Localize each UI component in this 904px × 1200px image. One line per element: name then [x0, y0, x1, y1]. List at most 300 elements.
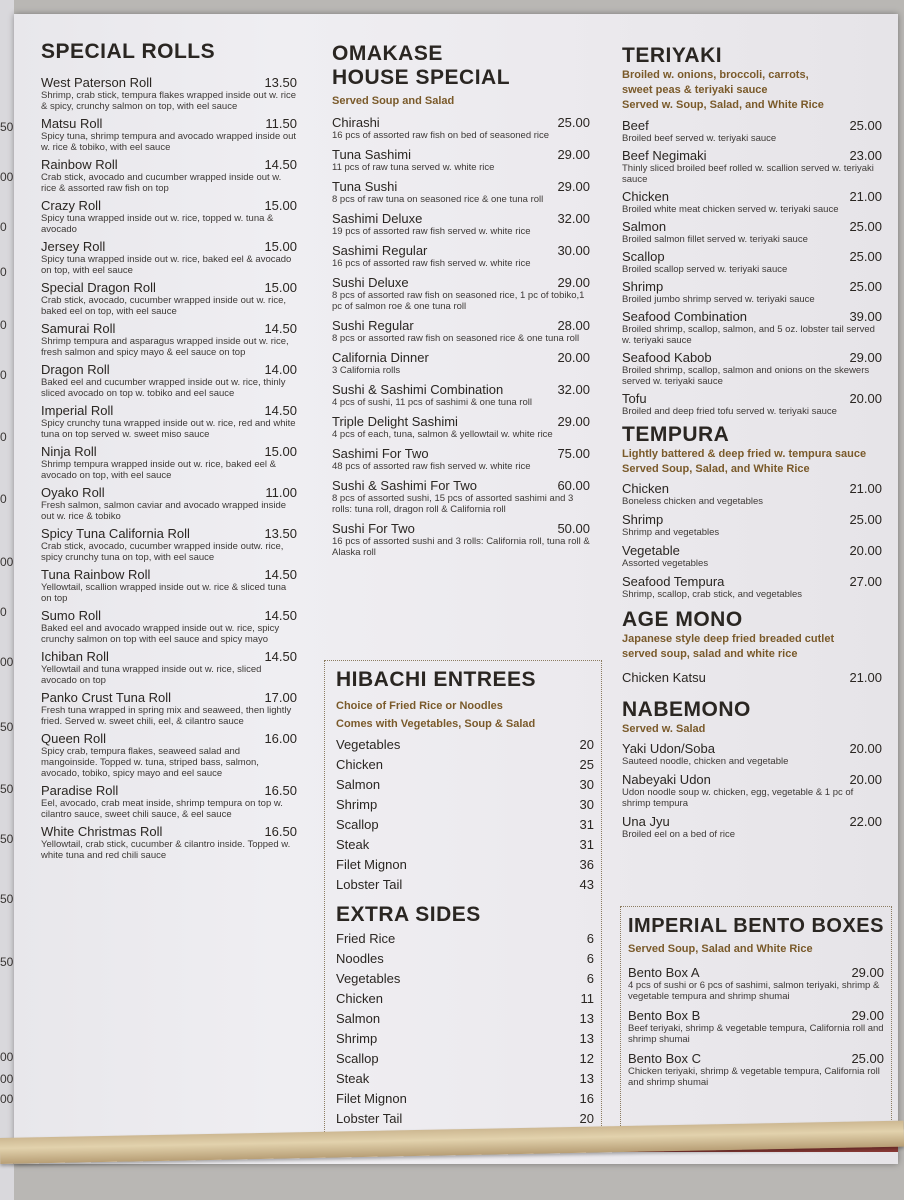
omakase-item [332, 275, 590, 312]
special-roll-item-desc: Shrimp tempura wrapped inside out w. rice, baked eel & avocado on top, with eel sauce [41, 459, 276, 481]
omakase-item [332, 446, 590, 472]
special-roll-item-name: Tuna Rainbow Roll [41, 567, 151, 582]
special-roll-item-name: Crazy Roll [41, 198, 101, 213]
extra-side-item-price: 13 [579, 1011, 594, 1026]
special-roll-item [41, 116, 297, 153]
teriyaki-item-price: 20.00 [849, 391, 882, 406]
special-roll-item [41, 280, 297, 317]
hibachi-item [336, 735, 594, 755]
edge-price-fragment: 50 [0, 120, 14, 134]
special-roll-item-name: Imperial Roll [41, 403, 114, 418]
special-roll-item-price: 15.00 [264, 239, 297, 254]
edge-price-fragment: 50 [0, 832, 14, 846]
special-roll-item [41, 608, 297, 645]
teriyaki-item-name: Beef Negimaki [622, 148, 707, 163]
omakase-item-price: 32.00 [557, 382, 590, 397]
omakase-item-price: 29.00 [557, 414, 590, 429]
special-roll-item-name: Spicy Tuna California Roll [41, 526, 190, 541]
special-roll-item-name: Panko Crust Tuna Roll [41, 690, 172, 705]
tempura-subtitle-2: Served Soup, Salad, and White Rice [622, 463, 810, 475]
right-column [622, 44, 882, 845]
omakase-item-price: 30.00 [557, 243, 590, 258]
teriyaki-item-price: 25.00 [849, 219, 882, 234]
omakase-item [332, 147, 590, 173]
edge-price-fragment: 00 [0, 555, 14, 569]
teriyaki-item-name: Shrimp [622, 279, 664, 294]
omakase-item-desc: 4 pcs of each, tuna, salmon & yellowtail w. white rice [332, 429, 553, 440]
hibachi-subtitle-2: Comes with Vegetables, Soup & Salad [336, 718, 536, 730]
teriyaki-item-desc: Broiled scallop served w. teriyaki sauce [622, 264, 788, 275]
special-roll-item-price: 14.50 [264, 321, 297, 336]
special-roll-item-desc: Spicy crunchy tuna wrapped inside out w. rice, red and white tuna on top served w. sweet miso sauce [41, 418, 296, 440]
nabemono-item-name: Nabeyaki Udon [622, 772, 711, 787]
teriyaki-item-name: Beef [622, 118, 649, 133]
extra-side-item-name: Noodles [336, 951, 384, 966]
special-roll-item-name: Ninja Roll [41, 444, 97, 459]
nabemono-item-name: Una Jyu [622, 814, 670, 829]
edge-price-fragment: 0 [0, 605, 7, 619]
hibachi-item [336, 775, 594, 795]
teriyaki-item-desc: Broiled jumbo shrimp served w. teriyaki sauce [622, 294, 815, 305]
teriyaki-subtitle-2: sweet peas & teriyaki sauce [622, 84, 768, 96]
teriyaki-item-name: Seafood Combination [622, 309, 748, 324]
omakase-item-desc: 16 pcs of assorted raw fish served w. white rice [332, 258, 531, 269]
teriyaki-item-desc: Broiled and deep fried tofu served w. teriyaki sauce [622, 406, 837, 417]
extra-side-item [336, 949, 594, 969]
age-mono-subtitle-2: served soup, salad and white rice [622, 648, 798, 660]
hibachi-item-price: 31 [579, 837, 594, 852]
special-roll-item-price: 15.00 [264, 444, 297, 459]
teriyaki-subtitle-1: Broiled w. onions, broccoli, carrots, [622, 69, 809, 81]
special-roll-item-price: 14.50 [264, 403, 297, 418]
hibachi-item [336, 875, 594, 895]
bento-item-price: 25.00 [851, 1051, 884, 1066]
omakase-item-name: Sashimi Regular [332, 243, 428, 258]
age-mono-list [622, 668, 882, 688]
omakase-item-name: Triple Delight Sashimi [332, 414, 458, 429]
omakase-item-desc: 8 pcs of assorted sushi, 15 pcs of assorted sashimi and 3 rolls: tuna roll, dragon roll & California roll [332, 493, 574, 515]
omakase-item [332, 382, 590, 408]
teriyaki-item-desc: Broiled shrimp, scallop, salmon, and 5 oz. lobster tail served w. teriyaki sauce [622, 324, 875, 346]
omakase-item [332, 521, 590, 558]
extra-side-item-price: 11 [580, 991, 594, 1006]
omakase-item-price: 60.00 [557, 478, 590, 493]
omakase-item-name: Sushi & Sashimi Combination [332, 382, 504, 397]
special-roll-item [41, 362, 297, 399]
extra-sides-list [336, 929, 594, 1129]
teriyaki-item [622, 309, 882, 346]
bento-subtitle: Served Soup, Salad and White Rice [628, 943, 813, 955]
special-roll-item-price: 16.50 [264, 824, 297, 839]
special-roll-item-name: Ichiban Roll [41, 649, 109, 664]
omakase-item-price: 29.00 [557, 179, 590, 194]
omakase-item-desc: 4 pcs of sushi, 11 pcs of sashimi & one tuna roll [332, 397, 532, 408]
special-rolls-title: SPECIAL ROLLS [41, 40, 216, 63]
tempura-item-name: Vegetable [622, 543, 680, 558]
omakase-item-name: Sushi & Sashimi For Two [332, 478, 477, 493]
bento-item-name: Bento Box B [628, 1008, 701, 1023]
special-roll-item-desc: Eel, avocado, crab meat inside, shrimp tempura on top w. cilantro sauce, sweet chili sauce, & eel sauce [41, 798, 283, 820]
teriyaki-list [622, 118, 882, 417]
special-roll-item [41, 198, 297, 235]
hibachi-title: HIBACHI ENTREES [336, 668, 537, 691]
age-mono-item-price: 21.00 [849, 670, 882, 685]
edge-price-fragment: 0 [0, 318, 7, 332]
teriyaki-item-price: 25.00 [849, 279, 882, 294]
special-rolls-list [41, 75, 297, 861]
nabemono-item-name: Yaki Udon/Soba [622, 741, 715, 756]
extra-side-item-name: Chicken [336, 991, 383, 1006]
nabemono-item-desc: Broiled eel on a bed of rice [622, 829, 736, 840]
tempura-item-name: Shrimp [622, 512, 664, 527]
special-roll-item-desc: Crab stick, avocado, cucumber wrapped inside outw. rice, spicy crunchy tuna on top, with eel sauce [41, 541, 284, 563]
special-roll-item-price: 14.50 [264, 567, 297, 582]
special-roll-item-price: 11.50 [265, 116, 297, 131]
extra-side-item [336, 1049, 594, 1069]
omakase-list [332, 115, 590, 558]
nabemono-item [622, 814, 882, 840]
edge-price-fragment: 00 [0, 1072, 14, 1086]
special-roll-item-desc: Yellowtail, scallion wrapped inside out w. rice & sliced tuna on top [41, 582, 287, 604]
edge-price-fragment: 50 [0, 955, 14, 969]
extra-side-item-name: Vegetables [336, 971, 401, 986]
hibachi-item-name: Scallop [336, 817, 379, 832]
teriyaki-item-name: Seafood Kabob [622, 350, 712, 365]
omakase-item [332, 179, 590, 205]
special-roll-item-name: Samurai Roll [41, 321, 116, 336]
omakase-item-price: 75.00 [557, 446, 590, 461]
omakase-section [332, 42, 590, 564]
teriyaki-item-name: Salmon [622, 219, 667, 234]
nabemono-item-price: 22.00 [849, 814, 882, 829]
special-roll-item-name: Sumo Roll [41, 608, 101, 623]
omakase-item-desc: 3 California rolls [332, 365, 401, 376]
bento-item [628, 1051, 884, 1088]
omakase-item-name: Tuna Sashimi [332, 147, 411, 162]
special-roll-item-desc: Fresh salmon, salmon caviar and avocado wrapped inside out w. rice & tobiko [41, 500, 287, 522]
tempura-item-desc: Shrimp, scallop, crab stick, and vegetables [622, 589, 803, 600]
special-roll-item-desc: Crab stick, avocado and cucumber wrapped inside out w. rice & assorted raw fish on top [41, 172, 282, 194]
special-roll-item [41, 75, 297, 112]
hibachi-item [336, 795, 594, 815]
edge-price-fragment: 00 [0, 655, 14, 669]
special-roll-item-name: Paradise Roll [41, 783, 119, 798]
special-roll-item [41, 731, 297, 779]
special-roll-item-name: Queen Roll [41, 731, 107, 746]
special-roll-item [41, 403, 297, 440]
teriyaki-item [622, 219, 882, 245]
edge-price-fragment: 50 [0, 720, 14, 734]
special-roll-item-price: 14.00 [264, 362, 297, 377]
omakase-item [332, 414, 590, 440]
extra-side-item [336, 1029, 594, 1049]
tempura-item-name: Chicken [622, 481, 669, 496]
special-roll-item-desc: Shrimp tempura and asparagus wrapped inside out w. rice, fresh salmon and spicy mayo & eel sauce on top [41, 336, 289, 358]
extra-side-item-name: Steak [336, 1071, 370, 1086]
omakase-item-price: 28.00 [557, 318, 590, 333]
special-roll-item-price: 15.00 [264, 198, 297, 213]
hibachi-subtitle-1: Choice of Fried Rice or Noodles [336, 700, 503, 712]
omakase-item-desc: 8 pcs of raw tuna on seasoned rice & one tuna roll [332, 194, 544, 205]
special-roll-item [41, 526, 297, 563]
teriyaki-item-desc: Broiled beef served w. teriyaki sauce [622, 133, 777, 144]
hibachi-item-name: Salmon [336, 777, 381, 792]
special-roll-item-name: West Paterson Roll [41, 75, 153, 90]
teriyaki-item-desc: Thinly sliced broiled beef rolled w. scallion served w. teriyaki sauce [622, 163, 874, 185]
special-rolls-section [41, 40, 297, 865]
special-roll-item-name: Dragon Roll [41, 362, 110, 377]
special-roll-item-price: 11.00 [265, 485, 297, 500]
hibachi-item-price: 43 [579, 877, 594, 892]
extra-side-item-name: Lobster Tail [336, 1111, 403, 1126]
edge-price-fragment: 00 [0, 1092, 14, 1106]
omakase-item-name: Chirashi [332, 115, 380, 130]
edge-price-fragment: 50 [0, 892, 14, 906]
bento-item-desc: 4 pcs of sushi or 6 pcs of sashimi, salmon teriyaki, shrimp & vegetable tempura and shrimp shumai [628, 980, 880, 1002]
nabemono-title: NABEMONO [622, 698, 751, 721]
hibachi-item-name: Lobster Tail [336, 877, 403, 892]
hibachi-item-price: 25 [579, 757, 594, 772]
hibachi-item-name: Shrimp [336, 797, 378, 812]
tempura-item [622, 574, 882, 600]
tempura-item-price: 20.00 [849, 543, 882, 558]
teriyaki-item [622, 350, 882, 387]
special-roll-item-desc: Yellowtail and tuna wrapped inside out w. rice, sliced avocado on top [41, 664, 262, 686]
special-roll-item [41, 567, 297, 604]
teriyaki-item-price: 29.00 [849, 350, 882, 365]
hibachi-item-name: Vegetables [336, 737, 401, 752]
teriyaki-item [622, 148, 882, 185]
omakase-item [332, 318, 590, 344]
omakase-item-name: Sushi Regular [332, 318, 414, 333]
omakase-item-name: Sashimi Deluxe [332, 211, 423, 226]
omakase-title-line2: HOUSE SPECIAL [332, 66, 511, 89]
edge-price-fragment: 0 [0, 265, 7, 279]
omakase-item [332, 350, 590, 376]
omakase-item-desc: 8 pcs of assorted raw fish on seasoned rice, 1 pc of tobiko,1 pc of salmon roe & one tuna roll [332, 290, 585, 312]
bento-item [628, 965, 884, 1002]
edge-price-fragment: 50 [0, 782, 14, 796]
tempura-item [622, 481, 882, 507]
edge-price-fragment: 0 [0, 492, 7, 506]
extra-side-item-price: 13 [579, 1031, 594, 1046]
edge-price-fragment: 0 [0, 368, 7, 382]
age-mono-item-name: Chicken Katsu [622, 670, 706, 685]
omakase-item [332, 211, 590, 237]
hibachi-item-name: Filet Mignon [336, 857, 407, 872]
special-roll-item [41, 321, 297, 358]
hibachi-item [336, 835, 594, 855]
omakase-item-name: Sushi Deluxe [332, 275, 409, 290]
omakase-item-desc: 11 pcs of raw tuna served w. white rice [332, 162, 495, 173]
special-roll-item-name: Matsu Roll [41, 116, 103, 131]
bento-section [628, 914, 884, 1094]
special-roll-item-price: 14.50 [264, 157, 297, 172]
tempura-item-desc: Assorted vegetables [622, 558, 709, 569]
bento-item-name: Bento Box C [628, 1051, 701, 1066]
hibachi-item [336, 815, 594, 835]
special-roll-item-desc: Shrimp, crab stick, tempura flakes wrapped inside out w. rice & spicy, crunchy salmon on top, with eel sauce [41, 90, 297, 112]
teriyaki-item-name: Tofu [622, 391, 647, 406]
special-roll-item [41, 649, 297, 686]
bento-item-price: 29.00 [851, 965, 884, 980]
extra-side-item-name: Fried Rice [336, 931, 396, 946]
omakase-item [332, 115, 590, 141]
nabemono-item-desc: Udon noodle soup w. chicken, egg, vegetable & 1 pc of shrimp tempura [622, 787, 854, 809]
edge-price-fragment: 0 [0, 220, 7, 234]
omakase-item [332, 478, 590, 515]
special-roll-item-price: 13.50 [264, 526, 297, 541]
teriyaki-item [622, 189, 882, 215]
special-roll-item-desc: Yellowtail, crab stick, cucumber & cilantro inside. Topped w. white tuna and red chili sauce [41, 839, 291, 861]
special-roll-item-name: Rainbow Roll [41, 157, 118, 172]
tempura-item-price: 21.00 [849, 481, 882, 496]
tempura-list [622, 481, 882, 600]
bento-item-desc: Chicken teriyaki, shrimp & vegetable tempura, California roll and shrimp shumai [628, 1066, 880, 1088]
age-mono-item [622, 668, 882, 688]
omakase-item-price: 25.00 [557, 115, 590, 130]
special-roll-item [41, 783, 297, 820]
special-roll-item-price: 15.00 [264, 280, 297, 295]
extra-side-item-price: 6 [586, 971, 594, 986]
extra-side-item [336, 969, 594, 989]
special-roll-item-desc: Crab stick, avocado, cucumber wrapped inside out w. rice, baked eel on top, with eel sauce [41, 295, 287, 317]
teriyaki-item-price: 23.00 [849, 148, 882, 163]
nabemono-list [622, 741, 882, 840]
omakase-item-name: California Dinner [332, 350, 429, 365]
teriyaki-item [622, 391, 882, 417]
special-roll-item-price: 16.00 [264, 731, 297, 746]
age-mono-title: AGE MONO [622, 608, 743, 631]
extra-side-item-price: 13 [579, 1071, 594, 1086]
extra-side-item [336, 1109, 594, 1129]
special-roll-item-desc: Baked eel and avocado wrapped inside out w. rice, spicy crunchy salmon on top with eel sauce and spicy mayo [41, 623, 280, 645]
omakase-item-desc: 48 pcs of assorted raw fish served w. white rice [332, 461, 531, 472]
tempura-item-desc: Shrimp and vegetables [622, 527, 720, 538]
tempura-title: TEMPURA [622, 423, 730, 446]
teriyaki-item [622, 249, 882, 275]
special-roll-item-price: 14.50 [264, 649, 297, 664]
extra-side-item [336, 1009, 594, 1029]
special-roll-item [41, 157, 297, 194]
hibachi-list [336, 735, 594, 895]
extra-side-item-name: Shrimp [336, 1031, 378, 1046]
omakase-item-desc: 16 pcs of assorted raw fish on bed of seasoned rice [332, 130, 550, 141]
special-roll-item-name: Oyako Roll [41, 485, 105, 500]
special-roll-item-desc: Spicy tuna wrapped inside out w. rice, baked eel & avocado on top, with eel sauce [41, 254, 292, 276]
extra-side-item-price: 20 [579, 1111, 594, 1126]
hibachi-item-price: 20 [579, 737, 594, 752]
teriyaki-title: TERIYAKI [622, 44, 723, 67]
extra-side-item-name: Salmon [336, 1011, 381, 1026]
extra-sides-title: EXTRA SIDES [336, 903, 481, 926]
teriyaki-item-price: 39.00 [849, 309, 882, 324]
special-roll-item [41, 824, 297, 861]
hibachi-item-price: 30 [579, 797, 594, 812]
bento-item-name: Bento Box A [628, 965, 700, 980]
edge-price-fragment: 0 [0, 430, 7, 444]
extra-side-item-name: Filet Mignon [336, 1091, 407, 1106]
special-roll-item-desc: Baked eel and cucumber wrapped inside out w. rice, thinly sliced avocado on top w. tobiko and eel sauce [41, 377, 286, 399]
omakase-item-desc: 16 pcs of assorted sushi and 3 rolls: California roll, tuna roll & Alaska roll [332, 536, 590, 558]
special-roll-item [41, 239, 297, 276]
special-roll-item-price: 16.50 [264, 783, 297, 798]
special-roll-item-desc: Spicy tuna, shrimp tempura and avocado wrapped inside out w. rice & tobiko, with eel sauce [41, 131, 297, 153]
extra-side-item-name: Scallop [336, 1051, 379, 1066]
left-page-edge [0, 0, 14, 1200]
hibachi-section [336, 668, 594, 1129]
teriyaki-item-desc: Broiled shrimp, scallop, salmon and onions on the skewers served w. teriyaki sauce [622, 365, 870, 387]
omakase-subtitle: Served Soup and Salad [332, 95, 455, 107]
teriyaki-item-desc: Broiled salmon fillet served w. teriyaki sauce [622, 234, 808, 245]
teriyaki-subtitle-3: Served w. Soup, Salad, and White Rice [622, 99, 824, 111]
tempura-item-desc: Boneless chicken and vegetables [622, 496, 764, 507]
hibachi-item [336, 755, 594, 775]
extra-side-item [336, 1089, 594, 1109]
extra-side-item [336, 989, 594, 1009]
teriyaki-item-name: Chicken [622, 189, 669, 204]
omakase-item [332, 243, 590, 269]
special-roll-item-desc: Spicy tuna wrapped inside out w. rice, topped w. tuna & avocado [41, 213, 274, 235]
bento-item [628, 1008, 884, 1045]
nabemono-item-price: 20.00 [849, 772, 882, 787]
hibachi-item-price: 31 [579, 817, 594, 832]
special-roll-item-price: 13.50 [264, 75, 297, 90]
nabemono-item-desc: Sauteed noodle, chicken and vegetable [622, 756, 789, 767]
tempura-item-price: 27.00 [849, 574, 882, 589]
omakase-item-price: 50.00 [557, 521, 590, 536]
tempura-item [622, 512, 882, 538]
special-roll-item-desc: Fresh tuna wrapped in spring mix and seaweed, then lightly fried. Served w. sweet chili, eel, & cilantro sauce [41, 705, 292, 727]
nabemono-subtitle: Served w. Salad [622, 723, 706, 735]
special-roll-item-price: 17.00 [264, 690, 297, 705]
omakase-title-line1: OMAKASE [332, 42, 443, 65]
omakase-item-price: 29.00 [557, 147, 590, 162]
hibachi-item-name: Steak [336, 837, 370, 852]
bento-list [628, 965, 884, 1088]
tempura-item [622, 543, 882, 569]
special-roll-item-name: Special Dragon Roll [41, 280, 156, 295]
menu-page [14, 14, 898, 1164]
teriyaki-item-desc: Broiled white meat chicken served w. teriyaki sauce [622, 204, 839, 215]
omakase-item-name: Sushi For Two [332, 521, 415, 536]
omakase-item-name: Sashimi For Two [332, 446, 429, 461]
special-roll-item [41, 485, 297, 522]
teriyaki-item-price: 25.00 [849, 118, 882, 133]
teriyaki-item [622, 279, 882, 305]
special-roll-item-price: 14.50 [264, 608, 297, 623]
nabemono-item [622, 772, 882, 809]
bento-item-price: 29.00 [851, 1008, 884, 1023]
omakase-item-price: 32.00 [557, 211, 590, 226]
bento-title: IMPERIAL BENTO BOXES [628, 915, 884, 937]
omakase-item-price: 20.00 [557, 350, 590, 365]
teriyaki-item-price: 21.00 [849, 189, 882, 204]
special-roll-item-desc: Spicy crab, tempura flakes, seaweed salad and mangoinside. Topped w. tuna, striped bass, salmon, avocado, tobiko, spicy mayo and eel sauce [41, 746, 259, 779]
extra-side-item-price: 6 [586, 931, 594, 946]
extra-side-item-price: 16 [579, 1091, 594, 1106]
hibachi-item-name: Chicken [336, 757, 383, 772]
special-roll-item-name: Jersey Roll [41, 239, 106, 254]
teriyaki-item-price: 25.00 [849, 249, 882, 264]
omakase-item-price: 29.00 [557, 275, 590, 290]
special-roll-item [41, 690, 297, 727]
hibachi-item-price: 30 [579, 777, 594, 792]
extra-side-item [336, 1069, 594, 1089]
edge-price-fragment: 00 [0, 170, 14, 184]
omakase-item-desc: 19 pcs of assorted raw fish served w. white rice [332, 226, 531, 237]
special-roll-item [41, 444, 297, 481]
